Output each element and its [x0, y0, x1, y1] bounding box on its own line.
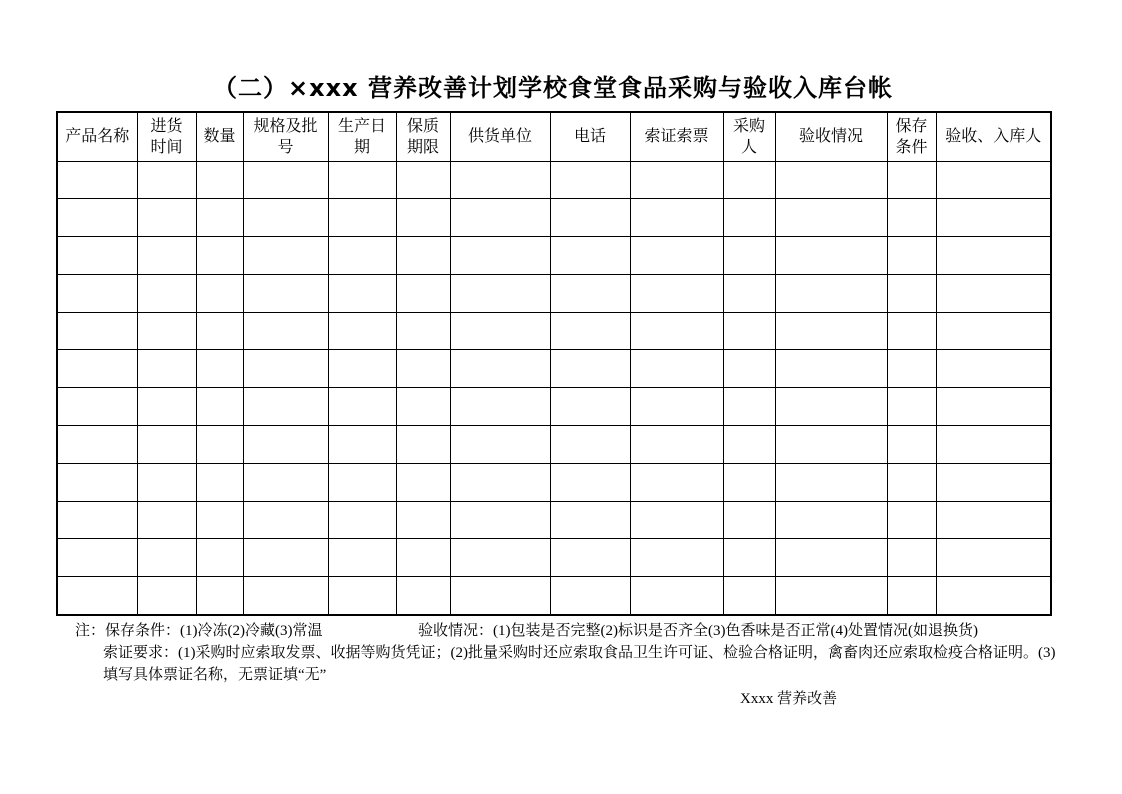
table-cell[interactable]	[328, 237, 396, 275]
table-cell[interactable]	[550, 161, 630, 199]
table-cell[interactable]	[550, 577, 630, 615]
table-cell[interactable]	[630, 539, 723, 577]
table-cell[interactable]	[887, 237, 936, 275]
table-row	[57, 237, 1051, 275]
table-cell[interactable]	[243, 539, 328, 577]
table-cell[interactable]	[775, 312, 887, 350]
table-cell[interactable]	[723, 312, 775, 350]
table-cell[interactable]	[328, 577, 396, 615]
table-cell[interactable]	[936, 199, 1051, 237]
table-row	[57, 388, 1051, 426]
table-cell[interactable]	[723, 161, 775, 199]
footnote-prefix: 注：	[75, 622, 106, 639]
table-cell[interactable]	[328, 426, 396, 464]
table-cell[interactable]	[887, 539, 936, 577]
table-cell[interactable]	[57, 237, 137, 275]
table-cell[interactable]	[243, 237, 328, 275]
table-cell[interactable]	[936, 577, 1051, 615]
document-page	[56, 0, 1056, 709]
table-cell[interactable]	[328, 161, 396, 199]
table-cell[interactable]	[630, 388, 723, 426]
table-cell[interactable]	[723, 274, 775, 312]
table-cell[interactable]	[775, 237, 887, 275]
table-cell[interactable]	[328, 199, 396, 237]
table-cell[interactable]	[396, 501, 450, 539]
table-cell[interactable]	[775, 274, 887, 312]
table-cell[interactable]	[137, 539, 196, 577]
table-cell[interactable]	[57, 274, 137, 312]
table-cell[interactable]	[137, 237, 196, 275]
table-cell[interactable]	[196, 161, 243, 199]
table-cell[interactable]	[936, 463, 1051, 501]
table-cell[interactable]	[57, 539, 137, 577]
table-cell[interactable]	[723, 237, 775, 275]
document-title: （二）×xxx 营养改善计划学校食堂食品采购与验收入库台帐	[213, 74, 893, 102]
table-cell[interactable]	[450, 501, 550, 539]
table-cell[interactable]	[57, 577, 137, 615]
table-cell[interactable]	[137, 274, 196, 312]
table-cell[interactable]	[137, 199, 196, 237]
column-header-certificates: 索证索票	[630, 112, 723, 161]
footnotes	[56, 621, 1056, 686]
table-cell[interactable]	[243, 274, 328, 312]
table-cell[interactable]	[137, 501, 196, 539]
table-cell[interactable]	[630, 237, 723, 275]
table-cell[interactable]	[936, 237, 1051, 275]
table-cell[interactable]	[243, 426, 328, 464]
table-cell[interactable]	[137, 577, 196, 615]
table-cell[interactable]	[450, 237, 550, 275]
table-cell[interactable]	[196, 274, 243, 312]
column-header-shelf-life: 保质期限	[396, 112, 450, 161]
table-cell[interactable]	[450, 539, 550, 577]
table-cell[interactable]	[243, 312, 328, 350]
table-row	[57, 350, 1051, 388]
table-cell[interactable]	[328, 274, 396, 312]
table-cell[interactable]	[396, 577, 450, 615]
table-cell[interactable]	[57, 463, 137, 501]
table-cell[interactable]	[196, 199, 243, 237]
table-cell[interactable]	[630, 350, 723, 388]
table-row	[57, 426, 1051, 464]
table-row	[57, 199, 1051, 237]
table-cell[interactable]	[396, 463, 450, 501]
footnote-acceptance-status: 验收情况：(1)包装是否完整(2)标识是否齐全(3)色香味是否正常(4)处置情况(如退换货)	[418, 622, 978, 639]
table-cell[interactable]	[196, 237, 243, 275]
table-cell[interactable]	[887, 161, 936, 199]
table-row	[57, 501, 1051, 539]
table-cell[interactable]	[328, 501, 396, 539]
signature-text: Xxxx 营养改善	[740, 690, 838, 707]
table-cell[interactable]	[775, 388, 887, 426]
table-cell[interactable]	[630, 501, 723, 539]
column-header-production-date: 生产日期	[328, 112, 396, 161]
table-cell[interactable]	[887, 274, 936, 312]
table-cell[interactable]	[450, 161, 550, 199]
table-cell[interactable]	[723, 350, 775, 388]
table-cell[interactable]	[775, 577, 887, 615]
ledger-header-row	[57, 112, 1051, 161]
table-cell[interactable]	[630, 426, 723, 464]
column-header-spec-batch-no: 规格及批号	[243, 112, 328, 161]
table-cell[interactable]	[450, 199, 550, 237]
table-cell[interactable]	[243, 161, 328, 199]
table-row	[57, 539, 1051, 577]
column-header-product-name: 产品名称	[57, 112, 137, 161]
column-header-acceptance-status: 验收情况	[775, 112, 887, 161]
table-cell[interactable]	[396, 539, 450, 577]
table-cell[interactable]	[887, 350, 936, 388]
table-row	[57, 577, 1051, 615]
table-cell[interactable]	[450, 463, 550, 501]
table-cell[interactable]	[550, 312, 630, 350]
table-cell[interactable]	[57, 161, 137, 199]
table-cell[interactable]	[196, 388, 243, 426]
table-cell[interactable]	[887, 199, 936, 237]
table-cell[interactable]	[550, 539, 630, 577]
table-cell[interactable]	[775, 426, 887, 464]
table-cell[interactable]	[196, 501, 243, 539]
table-cell[interactable]	[243, 577, 328, 615]
column-header-storage-condition: 保存条件	[887, 112, 936, 161]
table-cell[interactable]	[936, 161, 1051, 199]
table-cell[interactable]	[723, 388, 775, 426]
table-cell[interactable]	[775, 350, 887, 388]
table-row	[57, 463, 1051, 501]
table-row	[57, 161, 1051, 199]
table-cell[interactable]	[196, 463, 243, 501]
table-cell[interactable]	[396, 161, 450, 199]
table-cell[interactable]	[630, 312, 723, 350]
table-cell[interactable]	[328, 388, 396, 426]
table-cell[interactable]	[775, 501, 887, 539]
table-cell[interactable]	[630, 199, 723, 237]
table-cell[interactable]	[887, 426, 936, 464]
table-cell[interactable]	[630, 161, 723, 199]
table-cell[interactable]	[57, 426, 137, 464]
table-cell[interactable]	[550, 501, 630, 539]
ledger-table	[56, 111, 1052, 616]
table-cell[interactable]	[243, 388, 328, 426]
table-cell[interactable]	[243, 199, 328, 237]
table-cell[interactable]	[450, 426, 550, 464]
table-cell[interactable]	[396, 312, 450, 350]
table-cell[interactable]	[630, 577, 723, 615]
table-cell[interactable]	[243, 501, 328, 539]
column-header-acceptance-person: 验收、入库人	[936, 112, 1051, 161]
column-header-quantity: 数量	[196, 112, 243, 161]
table-cell[interactable]	[450, 577, 550, 615]
table-cell[interactable]	[137, 426, 196, 464]
table-cell[interactable]	[887, 577, 936, 615]
table-cell[interactable]	[936, 426, 1051, 464]
table-cell[interactable]	[936, 350, 1051, 388]
table-cell[interactable]	[57, 350, 137, 388]
table-cell[interactable]	[57, 199, 137, 237]
table-cell[interactable]	[137, 463, 196, 501]
table-cell[interactable]	[887, 463, 936, 501]
table-cell[interactable]	[723, 577, 775, 615]
table-cell[interactable]	[775, 161, 887, 199]
table-cell[interactable]	[57, 501, 137, 539]
table-cell[interactable]	[887, 312, 936, 350]
table-cell[interactable]	[396, 274, 450, 312]
table-cell[interactable]	[550, 463, 630, 501]
column-header-phone: 电话	[550, 112, 630, 161]
table-cell[interactable]	[137, 161, 196, 199]
table-cell[interactable]	[396, 199, 450, 237]
table-cell[interactable]	[723, 426, 775, 464]
table-cell[interactable]	[328, 539, 396, 577]
table-cell[interactable]	[137, 350, 196, 388]
table-cell[interactable]	[936, 501, 1051, 539]
table-cell[interactable]	[57, 388, 137, 426]
table-cell[interactable]	[550, 388, 630, 426]
table-cell[interactable]	[196, 350, 243, 388]
table-cell[interactable]	[450, 274, 550, 312]
table-cell[interactable]	[396, 426, 450, 464]
table-cell[interactable]	[723, 463, 775, 501]
table-cell[interactable]	[550, 274, 630, 312]
table-row	[57, 312, 1051, 350]
footnote-line-1	[56, 621, 1050, 642]
table-cell[interactable]	[723, 501, 775, 539]
table-cell[interactable]	[936, 312, 1051, 350]
table-cell[interactable]	[775, 199, 887, 237]
footnote-certificate-line-1: 索证要求：(1)采购时应索取发票、收据等购货凭证；(2)批量采购时还应索取食品卫生许可证、检验合格证明，禽畜肉还应索取检疫合格证明。(3)	[103, 644, 1056, 661]
table-cell[interactable]	[328, 312, 396, 350]
table-cell[interactable]	[196, 577, 243, 615]
table-cell[interactable]	[137, 388, 196, 426]
table-cell[interactable]	[57, 312, 137, 350]
table-cell[interactable]	[723, 539, 775, 577]
table-cell[interactable]	[396, 237, 450, 275]
table-cell[interactable]	[196, 426, 243, 464]
table-cell[interactable]	[723, 199, 775, 237]
table-cell[interactable]	[550, 350, 630, 388]
table-cell[interactable]	[550, 426, 630, 464]
table-cell[interactable]	[887, 501, 936, 539]
table-row	[57, 274, 1051, 312]
table-cell[interactable]	[137, 312, 196, 350]
ledger-body	[57, 161, 1051, 615]
column-header-purchase-time: 进货时间	[137, 112, 196, 161]
table-cell[interactable]	[936, 274, 1051, 312]
table-cell[interactable]	[450, 312, 550, 350]
table-cell[interactable]	[887, 388, 936, 426]
table-cell[interactable]	[450, 388, 550, 426]
table-cell[interactable]	[243, 463, 328, 501]
table-cell[interactable]	[630, 274, 723, 312]
table-cell[interactable]	[450, 350, 550, 388]
column-header-purchaser: 采购人	[723, 112, 775, 161]
table-cell[interactable]	[396, 388, 450, 426]
footnote-storage-condition: 保存条件：(1)冷冻(2)冷藏(3)常温	[105, 622, 323, 639]
table-cell[interactable]	[550, 199, 630, 237]
table-cell[interactable]	[328, 350, 396, 388]
table-cell[interactable]	[775, 539, 887, 577]
table-cell[interactable]	[196, 539, 243, 577]
table-cell[interactable]	[936, 388, 1051, 426]
table-cell[interactable]	[196, 312, 243, 350]
table-cell[interactable]	[243, 350, 328, 388]
table-cell[interactable]	[630, 463, 723, 501]
table-cell[interactable]	[328, 463, 396, 501]
table-cell[interactable]	[550, 237, 630, 275]
table-cell[interactable]	[775, 463, 887, 501]
footnote-certificate-line-2: 填写具体票证名称，无票证填“无”	[103, 666, 327, 683]
table-cell[interactable]	[936, 539, 1051, 577]
column-header-supplier: 供货单位	[450, 112, 550, 161]
table-cell[interactable]	[396, 350, 450, 388]
